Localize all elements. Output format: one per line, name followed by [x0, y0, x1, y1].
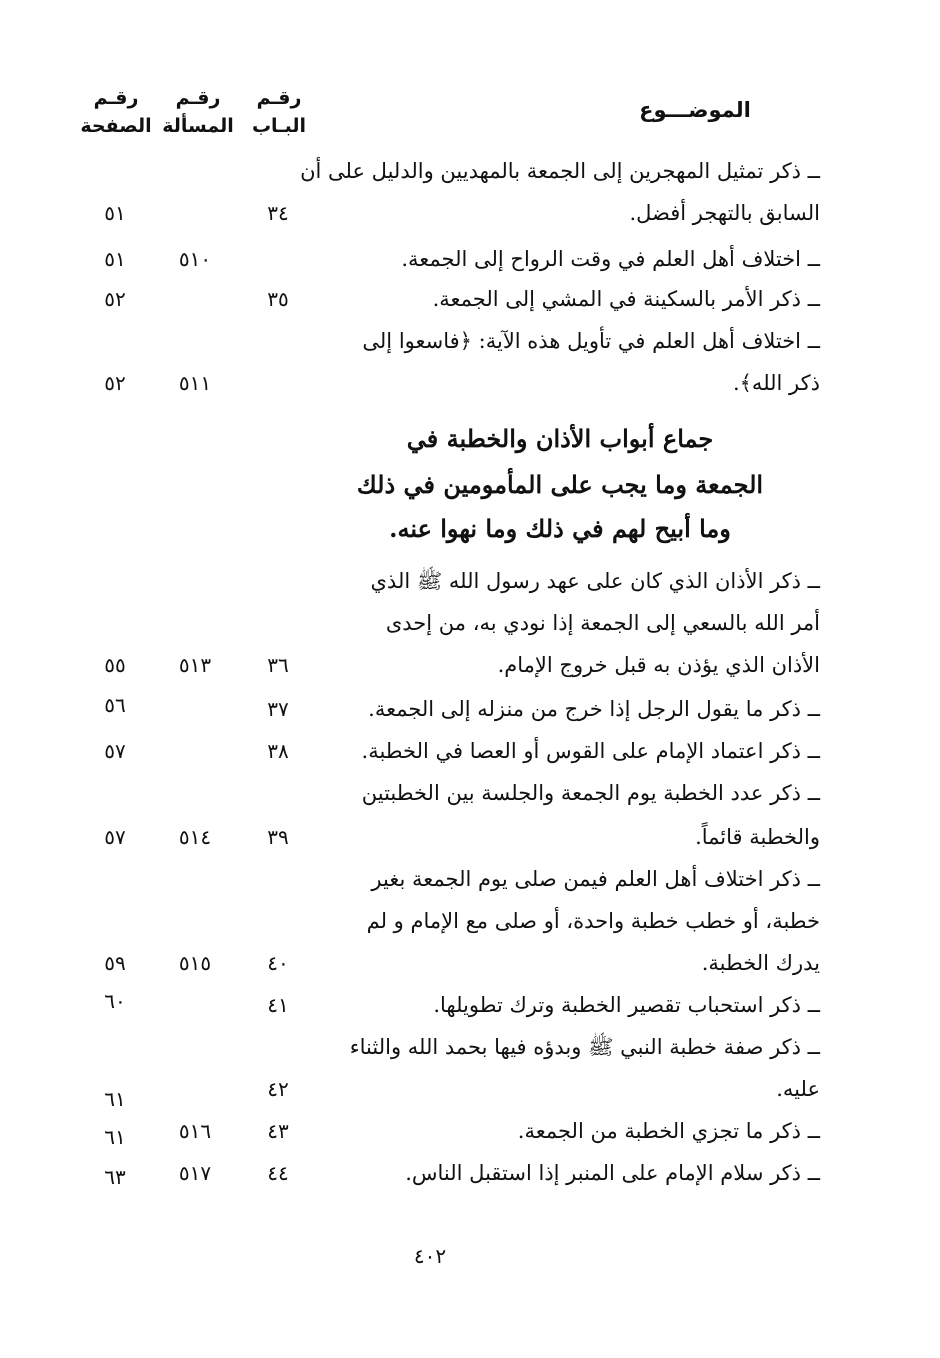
entry-line: ــ ذكر اعتماد الإمام على القوس أو العصا في الخطبة. [361, 739, 820, 763]
entry-line: ــ ذكر الأذان الذي كان على عهد رسول الله ﷺ الذي [370, 569, 820, 593]
entry-line: أمر الله بالسعي إلى الجمعة إذا نودي به، من إحدى [385, 611, 820, 635]
masala-number: ٥١٥ [178, 951, 212, 975]
header-bab [244, 84, 314, 140]
page-ref: ٥٦ [104, 693, 126, 717]
entry-line: ــ ذكر استحباب تقصير الخطبة وترك تطويلها. [433, 993, 820, 1017]
entry-line: ــ ذكر تمثيل المهجرين إلى الجمعة بالمهديين والدليل على أن [300, 159, 820, 183]
header-safha-line2: الصفحة [80, 115, 152, 137]
entry-line: ــ اختلاف أهل العلم في تأويل هذه الآية: ﴿فاسعوا إلى [362, 329, 820, 353]
chapter-heading-line: الجمعة وما يجب على المأمومين في ذلك [356, 470, 764, 499]
page-ref: ٦١ [104, 1087, 126, 1111]
bab-number: ٣٤ [267, 201, 289, 225]
entry-line: خطبة، أو خطب خطبة واحدة، أو صلى مع الإمام و لم [366, 909, 820, 933]
page-ref: ٦٣ [104, 1165, 126, 1189]
entry-line: السابق بالتهجر أفضل. [629, 201, 820, 225]
header-bab-line2: البـاب [251, 115, 307, 137]
entry-line: ــ اختلاف أهل العلم في وقت الرواح إلى الجمعة. [401, 247, 820, 271]
bab-number: ٣٧ [267, 697, 289, 721]
header-safha [78, 84, 154, 140]
header-masala [160, 84, 236, 140]
entry-line: الأذان الذي يؤذن به قبل خروج الإمام. [497, 653, 820, 677]
entry-line: ــ ذكر الأمر بالسكينة في المشي إلى الجمعة. [432, 287, 820, 311]
header-masala-line1: رقـم [175, 87, 221, 109]
page-ref: ٦٠ [104, 989, 126, 1013]
bab-number: ٤٢ [267, 1077, 289, 1101]
entry-line: ــ ذكر ما يقول الرجل إذا خرج من منزله إلى الجمعة. [368, 697, 820, 721]
bab-number: ٤٣ [267, 1119, 289, 1143]
page-ref: ٥٥ [104, 653, 126, 677]
masala-number: ٥١٣ [178, 653, 212, 677]
masala-number: ٥١٦ [178, 1119, 212, 1143]
page-ref: ٥٢ [104, 371, 126, 395]
page-ref: ٥٩ [104, 951, 126, 975]
masala-number: ٥١١ [178, 371, 212, 395]
bab-number: ٤٤ [267, 1161, 289, 1185]
bab-number: ٣٨ [267, 739, 289, 763]
masala-number: ٥١٧ [178, 1161, 212, 1185]
page-ref: ٥٧ [104, 825, 126, 849]
bab-number: ٣٦ [267, 653, 289, 677]
bab-number: ٣٥ [267, 287, 289, 311]
page-ref: ٥١ [104, 201, 126, 225]
page-ref: ٦١ [104, 1125, 126, 1149]
bab-number: ٤٠ [267, 951, 289, 975]
entry-line: ــ ذكر اختلاف أهل العلم فيمن صلى يوم الجمعة بغير [371, 867, 820, 891]
header-bab-line1: رقـم [256, 87, 302, 109]
header-topic: الموضـــوع [639, 98, 751, 122]
header-safha-line1: رقـم [93, 87, 139, 109]
entry-line: والخطبة قائماً. [695, 825, 820, 849]
entry-line: ــ ذكر عدد الخطبة يوم الجمعة والجلسة بين الخطبتين [361, 781, 820, 805]
masala-number: ٥١٠ [178, 247, 212, 271]
header-masala-line2: المسألة [162, 115, 234, 137]
entry-line: ذكر الله﴾. [732, 371, 820, 395]
page-ref: ٥١ [104, 247, 126, 271]
entry-line: ــ ذكر صفة خطبة النبي ﷺ وبدؤه فيها بحمد الله والثناء [349, 1035, 820, 1059]
entry-line: ــ ذكر ما تجزي الخطبة من الجمعة. [517, 1119, 820, 1143]
page-ref: ٥٢ [104, 287, 126, 311]
chapter-heading-line: جماع أبواب الأذان والخطبة في [406, 424, 714, 453]
entry-line: يدرك الخطبة. [701, 951, 820, 975]
page-number: ٤٠٢ [413, 1244, 447, 1268]
bab-number: ٣٩ [267, 825, 289, 849]
chapter-heading-line: وما أبيح لهم في ذلك وما نهوا عنه. [389, 514, 731, 543]
masala-number: ٥١٤ [178, 825, 212, 849]
entry-line: ــ ذكر سلام الإمام على المنبر إذا استقبل الناس. [405, 1161, 820, 1185]
page-ref: ٥٧ [104, 739, 126, 763]
entry-line: عليه. [776, 1077, 820, 1101]
bab-number: ٤١ [267, 993, 289, 1017]
